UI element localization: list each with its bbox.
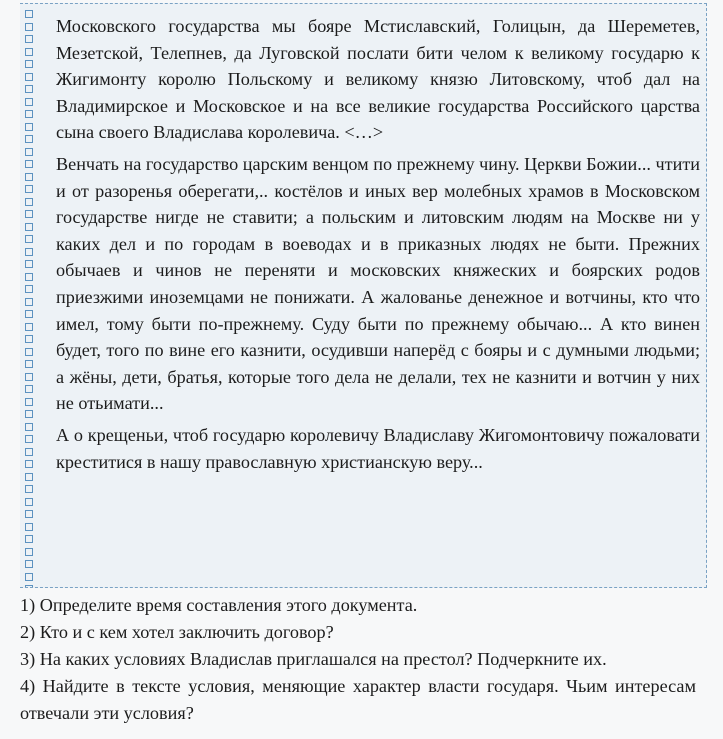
question-3: 3) На каких условиях Владислав приглашался на престол? Подчеркните их. [20,649,607,669]
margin-square-icon [25,373,33,381]
margin-square-icon [25,485,33,493]
margin-square-icon [25,185,33,193]
margin-square-icon [25,248,33,256]
margin-square-icon [25,85,33,93]
margin-square-icon [25,260,33,268]
margin-square-icon [25,523,33,531]
margin-square-icon [25,123,33,131]
margin-square-icon [25,223,33,231]
margin-square-icon [25,498,33,506]
margin-square-icon [25,198,33,206]
margin-square-icon [25,110,33,118]
margin-square-icon [25,585,33,587]
document-paragraph-1: Московского государства мы бояре Мстиславский, Голицын, да Шереметев, Мезетской, Телепнев, да Луговской послати бити челом к великому государю к Жигимонту королю Польскому и великому князю Литовскому, чтоб дал на Владимирское и Московское и на все великие государства Российского царства сына своего Владислава королевича. <…> [56,16,700,143]
margin-square-icon [25,73,33,81]
document-paragraph-2: Венчать на государство царским венцом по прежнему чину. Церкви Божии... чтити и от разоренья оберегати,.. костёлов и иных вер молебных храмов в Московском государстве нигде не ставити; а польским и литовским людям на Москве ни у каких дел и по городам в воеводах и в приказных людях не быти. Прежних обычаев и чинов не переняти и московских княжеских и боярских родов приезжими иноземцами не понижати. А жалованье денежное и вотчины, кто что имел, тому быти по-прежнему. Суду быти по прежнему обычаю... А кто винен будет, того по вине его казнити, осудивши наперёд с бояры и с думными людьми; а жёны, дети, братья, которые того дела не делали, тех не казнити и вотчин у них не отьимати... [56,153,700,414]
document-text [56,13,700,480]
margin-square-icon [25,10,33,18]
margin-square-icon [25,273,33,281]
margin-square-icon [25,210,33,218]
question-2: 2) Кто и с кем хотел заключить договор? [20,622,334,642]
document-box [20,3,707,588]
margin-square-icon [25,360,33,368]
margin-square-icon [25,298,33,306]
margin-square-icon [25,323,33,331]
margin-square-icon [25,48,33,56]
margin-square-icon [25,535,33,543]
decorative-margin-strip [20,4,37,587]
question-1: 1) Определите время составления этого документа. [20,595,418,615]
margin-square-icon [25,23,33,31]
margin-square-icon [25,60,33,68]
margin-square-icon [25,335,33,343]
margin-square-icon [25,173,33,181]
margin-square-icon [25,285,33,293]
margin-square-icon [25,423,33,431]
margin-square-icon [25,35,33,43]
margin-square-icon [25,573,33,581]
margin-square-icon [25,548,33,556]
margin-square-icon [25,448,33,456]
question-4: 4) Найдите в тексте условия, меняющие характер власти государя. Чьим интересам отвечали эти условия? [20,676,696,723]
margin-square-icon [25,510,33,518]
margin-square-icon [25,460,33,468]
margin-square-icon [25,160,33,168]
document-paragraph-3: А о крещеньи, чтоб государю королевичу Владиславу Жигомонтовичу пожаловати креститися в нашу православную христианскую веру... [56,424,700,472]
margin-square-icon [25,98,33,106]
margin-square-icon [25,435,33,443]
questions-list [20,592,696,727]
margin-square-icon [25,235,33,243]
margin-square-icon [25,410,33,418]
margin-square-icon [25,560,33,568]
margin-square-icon [25,385,33,393]
margin-square-icon [25,473,33,481]
margin-square-icon [25,348,33,356]
margin-square-icon [25,148,33,156]
margin-square-icon [25,135,33,143]
margin-square-icon [25,398,33,406]
margin-square-icon [25,310,33,318]
